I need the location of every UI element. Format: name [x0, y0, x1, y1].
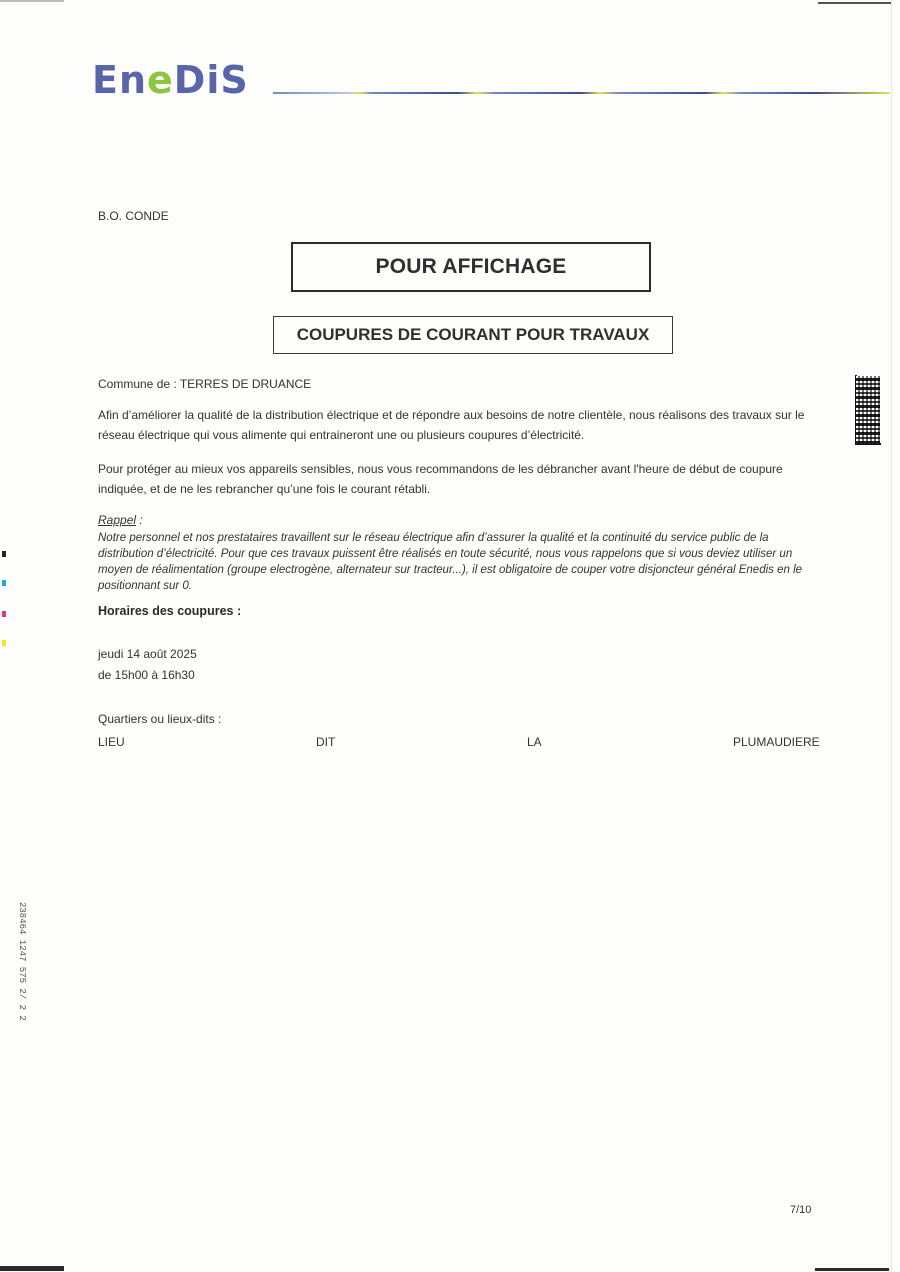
rappel-heading: [98, 512, 143, 528]
header-rule: [273, 92, 890, 94]
title-text: POUR AFFICHAGE: [375, 255, 567, 278]
scan-edge-top-right: [818, 2, 892, 4]
coupure-date: jeudi 14 août 2025: [98, 647, 197, 661]
logo-part-2: e: [147, 58, 174, 102]
registration-mark-magenta: [2, 611, 6, 617]
paragraph-advice: Pour protéger au mieux vos appareils sensibles, nous vous recommandons de les débrancher avant l'heure de début de coupure indiquée, et de ne les rebrancher qu’une fois le courant rétabli.: [98, 462, 783, 496]
registration-mark-black: [2, 551, 6, 557]
sender: B.O. CONDE: [98, 209, 169, 223]
subtitle-box: [273, 316, 673, 354]
logo-part-1: En: [92, 58, 148, 102]
quartiers-label: Quartiers ou lieux-dits :: [98, 712, 222, 726]
subtitle-text: COUPURES DE COURANT POUR TRAVAUX: [296, 325, 650, 344]
commune: Commune de : TERRES DE DRUANCE: [98, 377, 312, 391]
scan-edge-top-left: [0, 0, 64, 2]
rappel-suffix: :: [136, 513, 143, 527]
logo-part-3: DiS: [173, 58, 249, 102]
page-number: 7/10: [790, 1204, 812, 1216]
enedis-logo: [92, 58, 262, 102]
scan-edge-bottom-right: [815, 1268, 889, 1271]
coupure-hours: de 15h00 à 16h30: [98, 668, 195, 682]
horaires-heading: Horaires des coupures :: [98, 604, 242, 618]
lieu-word-4: PLUMAUDIERE: [733, 735, 820, 749]
side-tracking-code: 238464 1247 575 2/ 2 2: [17, 902, 27, 1021]
scan-edge-right: [891, 0, 892, 1272]
scan-edge-bottom-left: [0, 1266, 64, 1271]
title-box: [291, 242, 651, 292]
lieu-word-3: LA: [527, 735, 542, 749]
datamatrix-code-icon: [856, 376, 880, 444]
registration-mark-yellow: [2, 640, 6, 646]
rappel-title: Rappel: [98, 513, 137, 527]
lieu-word-1: LIEU: [98, 735, 125, 749]
rappel-body: Notre personnel et nos prestataires travaillent sur le réseau électrique afin d’assurer la qualité et la continuité du service public de la distribution d’électricité. Pour que ces travaux puissent être réalisés en toute sécurité, nous vous rappelons que si vous deviez utiliser un moyen de réalimentation (groupe electrogène, alternateur sur tracteur...), il est obligatoire de couper votre disjoncteur général Enedis en le positionnant sur 0.: [98, 532, 803, 592]
registration-mark-cyan: [2, 580, 6, 586]
lieu-word-2: DIT: [316, 735, 336, 749]
paragraph-intro: Afin d’améliorer la qualité de la distribution électrique et de répondre aux besoins de notre clientèle, nous réalisons des travaux sur le réseau électrique qui vous alimente qui entraineront une ou plusieurs coupures d’électricité.: [98, 408, 805, 442]
